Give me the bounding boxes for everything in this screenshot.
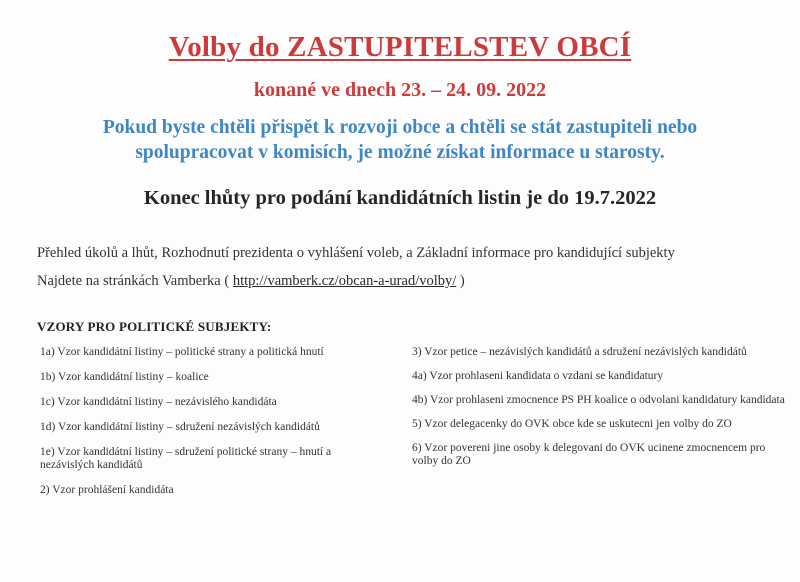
deadline-notice: Konec lhůty pro podání kandidátních listin je do 19.7.2022 [143,187,657,209]
template-item-6[interactable]: 6) Vzor povereni jine osoby k delegovani do OVK ucinene zmocnencem pro volby do ZO [412,442,766,467]
template-item-4b[interactable]: 4b) Vzor prohlaseni zmocnence PS PH koalice o odvolani kandidatury kandidata [412,394,785,406]
template-item-1e[interactable]: 1e) Vzor kandidátní listiny – sdružení politické strany – hnutí a nezávislých kandidátů [40,446,332,471]
template-item-1a[interactable]: 1a) Vzor kandidátní listiny – politické strany a politická hnutí [40,346,324,358]
page-title: Volby do ZASTUPITELSTEV OBCÍ [168,31,632,63]
candidate-call-line-2: spolupracovat v komisích, je možné získat informace u starosty. [135,142,665,163]
info-line-1: Přehled úkolů a lhůt, Rozhodnutí prezidenta o vyhlášení voleb, a Základní informace pro kandidující subjekty [37,245,675,261]
info-paragraph [37,239,777,295]
candidate-call-text [40,115,760,165]
template-item-1d[interactable]: 1d) Vzor kandidátní listiny – sdružení nezávislých kandidátů [40,421,320,433]
template-item-1c[interactable]: 1c) Vzor kandidátní listiny – nezávislého kandidáta [40,396,277,408]
template-item-1b[interactable]: 1b) Vzor kandidátní listiny – koalice [40,371,209,383]
info-line-2-prefix: Najdete na stránkách Vamberka ( [37,273,230,289]
templates-list-right [412,346,787,479]
info-line-2 [37,267,777,295]
template-item-2[interactable]: 2) Vzor prohlášení kandidáta [40,484,174,496]
template-item-5[interactable]: 5) Vzor delegacenky do OVK obce kde se uskutecni jen volby do ZO [412,418,732,430]
volby-link[interactable]: http://vamberk.cz/obcan-a-urad/volby/ [232,273,457,289]
templates-heading: VZORY PRO POLITICKÉ SUBJEKTY: [37,319,272,334]
template-item-4a[interactable]: 4a) Vzor prohlaseni kandidata o vzdani se kandidatury [412,370,664,382]
templates-list-left [40,346,370,509]
template-item-3[interactable]: 3) Vzor petice – nezávislých kandidátů a sdružení nezávislých kandidátů [412,346,747,358]
candidate-call-line-1: Pokud byste chtěli přispět k rozvoji obce a chtěli se stát zastupiteli nebo [102,117,698,138]
info-line-2-suffix: ) [459,273,465,289]
election-dates: konané ve dnech 23. – 24. 09. 2022 [253,79,547,101]
